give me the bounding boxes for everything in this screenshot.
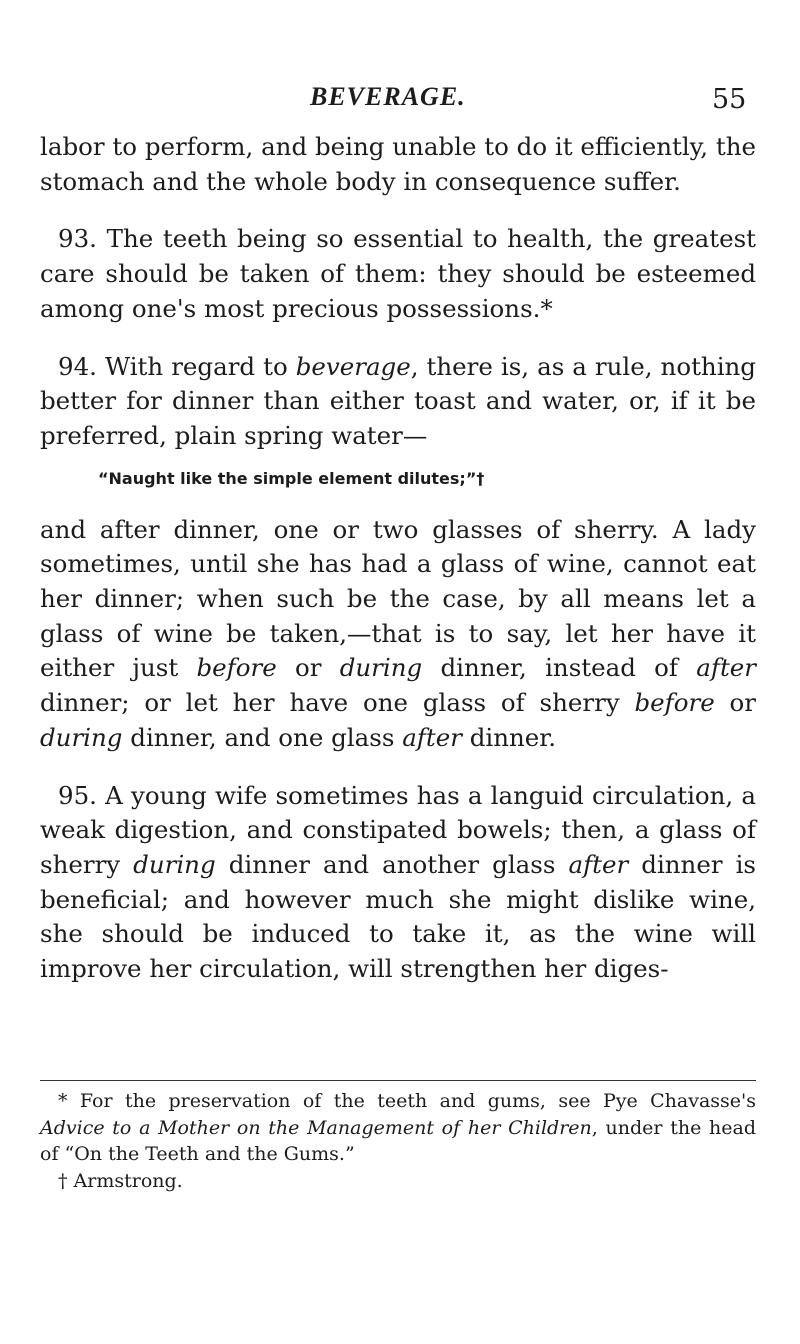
emphasis: before [634, 688, 715, 718]
paragraph-continued: labor to perform, and being unable to do it efficiently, the stomach and the whole body in consequence suffer. [40, 132, 756, 196]
page-number: 55 [712, 84, 747, 115]
verse-quotation: “Naught like the simple element dilutes;”† [98, 468, 485, 488]
text-run: dinner. [461, 722, 557, 752]
paragraph-94-text: , there is, as a rule, nothing better for dinner than either toast and water, or, if it be preferred, plain spring water— [40, 351, 756, 450]
emphasis: after [402, 722, 462, 752]
running-title: BEVERAGE. [310, 82, 466, 111]
text-run: , under the head of “On the Teeth and the Gums.” [40, 1116, 757, 1165]
paragraph-93: 93. The teeth being so essential to health, the greatest care should be taken of them: they should be esteemed among one's most precious possessions.* [40, 224, 756, 323]
emphasis: after [696, 653, 756, 683]
emphasis: during [40, 722, 123, 752]
text-run: or [276, 653, 340, 683]
text-run: dinner and another glass [215, 849, 569, 879]
footnote-asterisk [40, 1088, 756, 1168]
text-run: dinner, and one glass [122, 722, 403, 752]
body-text [40, 130, 756, 1010]
emphasis-beverage: beverage [295, 351, 411, 381]
text-run: or [714, 688, 756, 718]
footnotes [40, 1088, 756, 1194]
paragraph-94-continued [40, 513, 756, 756]
book-title: Advice to a Mother on the Management of her Children [40, 1116, 592, 1139]
text-run: dinner is beneficial; and however much she might dislike wine, she should be induced to take it, as the wine will improve her circulation, will strengthen her diges- [40, 849, 757, 984]
emphasis: before [196, 653, 277, 683]
emphasis: during [133, 849, 216, 879]
text-run: dinner, instead of [422, 653, 697, 683]
paragraph-94-text: 94. With regard to [58, 351, 296, 381]
text-run: * For the preservation of the teeth and gums, see Pye Chavasse's [58, 1090, 756, 1112]
footnote-dagger: † Armstrong. [58, 1169, 183, 1192]
paragraph-94 [40, 350, 756, 454]
text-run: and after dinner, one or two glasses of sherry. A lady sometimes, until she has had a glass of wine, cannot eat her dinner; when such be the case, by all means let a glass of wine be taken,—that is to say, let her have it either just [40, 514, 756, 683]
emphasis: during [339, 653, 423, 683]
text-run: 95. A young wife sometimes has a languid circulation, a weak digestion, and constipated bowels; then, a glass of sherry [40, 780, 756, 879]
paragraph-95 [40, 779, 756, 987]
text-run: dinner; or let her have one glass of sherry [40, 688, 635, 718]
footnote-divider [40, 1080, 756, 1081]
emphasis: after [568, 849, 629, 879]
